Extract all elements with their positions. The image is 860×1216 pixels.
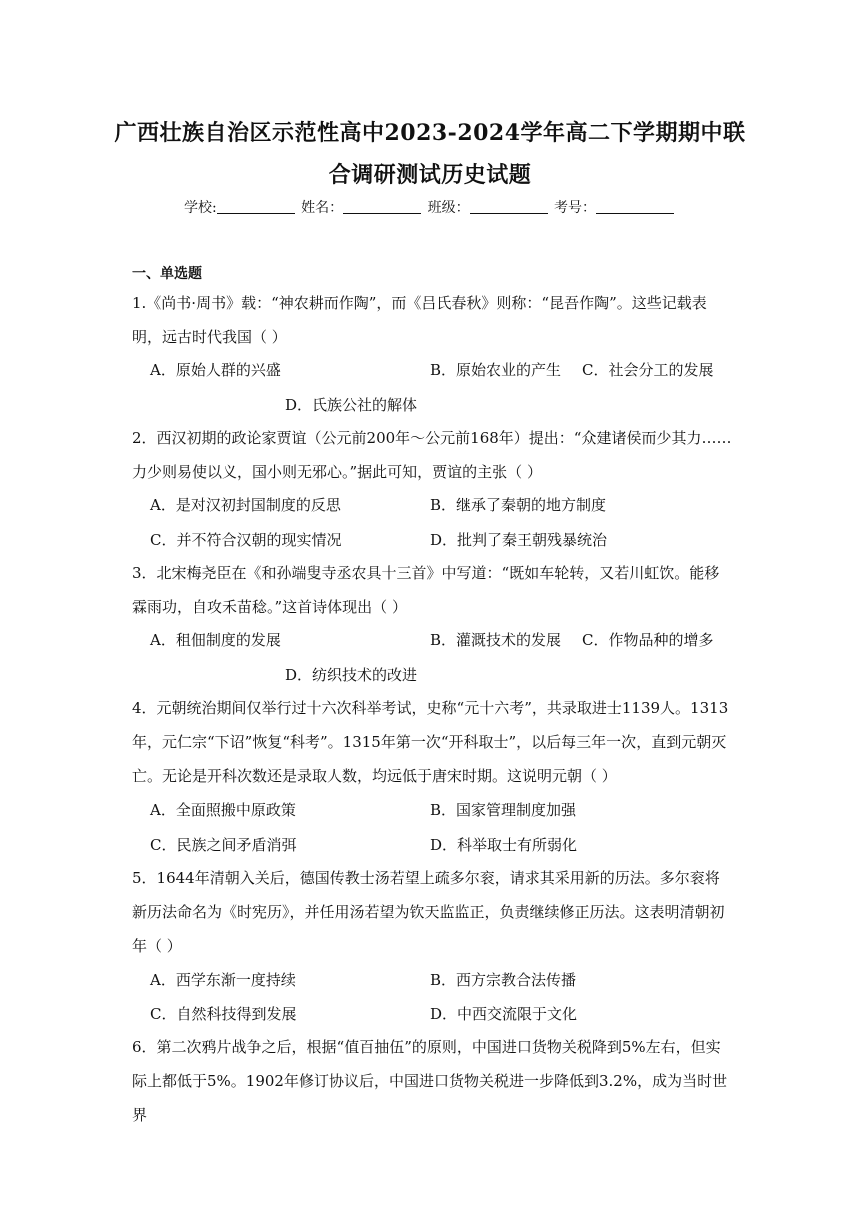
question-option: C．作物品种的增多 [582, 631, 714, 649]
question-stem: 5．1644年清朝入关后，德国传教士汤若望上疏多尔衮，请求其采用新的历法。多尔衮将新历法命名为《时宪历》，并任用汤若望为钦天监监正，负责继续修正历法。这表明清朝初年（ ） [132, 869, 725, 955]
student-info-row [0, 197, 860, 217]
school-label: 学校: [183, 200, 217, 216]
section-title: 一、单选题 [132, 266, 202, 282]
question-option: C．并不符合汉朝的现实情况 [150, 531, 342, 549]
question-option: B．灌溉技术的发展 [430, 631, 562, 649]
exam-number-label: 考号： [554, 200, 597, 216]
question-option: A．全面照搬中原政策 [150, 801, 296, 819]
question-option: D．科举取士有所弱化 [430, 836, 578, 854]
question-option: B．西方宗教合法传播 [430, 971, 577, 989]
question-option: A．租佃制度的发展 [150, 631, 281, 649]
question-option: A．原始人群的兴盛 [150, 361, 281, 379]
question-option: A．是对汉初封国制度的反思 [150, 496, 341, 514]
page-title-line2: 合调研测试历史试题 [328, 162, 532, 188]
question-option: B．继承了秦朝的地方制度 [430, 496, 607, 514]
question-option: C．民族之间矛盾消弭 [150, 836, 297, 854]
question-stem: 2．西汉初期的政论家贾谊（公元前200年～公元前168年）提出：“众建诸侯而少其力……力少则易使以义，国小则无邪心。”据此可知，贾谊的主张（ ） [132, 429, 732, 481]
page-title-line1: 广西壮族自治区示范性高中2023-2024学年高二下学期期中联 [114, 120, 746, 146]
question-stem: 3．北宋梅尧臣在《和孙端叟寺丞农具十三首》中写道：“既如车轮转，又若川虹饮。能移霖雨功，自攻禾苗稔。”这首诗体现出（ ） [132, 564, 720, 616]
question-option: B．国家管理制度加强 [430, 801, 577, 819]
class-label: 班级： [427, 200, 470, 216]
exam-number-blank [596, 199, 674, 214]
question-option: C．社会分工的发展 [582, 361, 714, 379]
question-option: D．批判了秦王朝残暴统治 [430, 531, 608, 549]
question-option: A．西学东渐一度持续 [150, 971, 296, 989]
question-option: D．纺织技术的改进 [285, 666, 418, 684]
question-option: B．原始农业的产生 [430, 361, 562, 379]
question-stem: 4．元朝统治期间仅举行过十六次科举考试，史称“元十六考”，共录取进士1139人。1313年，元仁宗“下诏”恢复“科考”。1315年第一次“开科取士”，以后每三年一次，直到元朝灭亡。无论是开科次数还是录取人数，均远低于唐宋时期。这说明元朝（ ） [132, 699, 729, 785]
question-option: D．中西交流限于文化 [430, 1005, 578, 1023]
class-blank [470, 199, 548, 214]
school-blank [217, 199, 295, 214]
question-option: D．氏族公社的解体 [285, 396, 418, 414]
question-stem: 1.《尚书·周书》载：“神农耕而作陶”，而《吕氏春秋》则称：“昆吾作陶”。这些记载表明，远古时代我国（ ） [132, 294, 707, 346]
name-label: 姓名： [301, 200, 344, 216]
question-stem: 6．第二次鸦片战争之后，根据“值百抽伍”的原则，中国进口货物关税降到5%左右，但实际上都低于5%。1902年修订协议后，中国进口货物关税进一步降低到3.2%，成为当时世界 [132, 1038, 728, 1124]
name-blank [343, 199, 421, 214]
question-option: C．自然科技得到发展 [150, 1005, 297, 1023]
